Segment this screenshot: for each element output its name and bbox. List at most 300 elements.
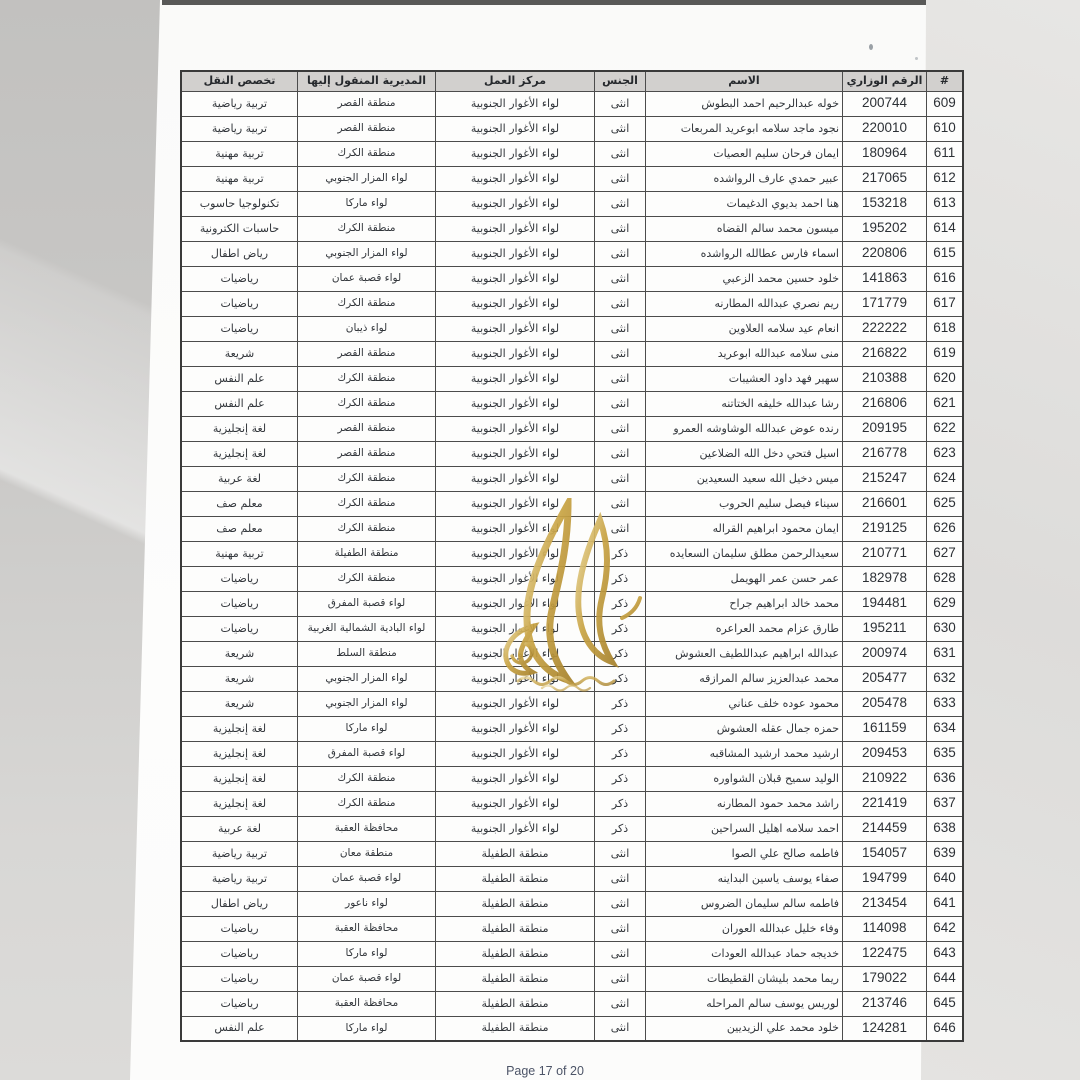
cell-num: 616 [927,266,964,291]
header-directorate_to: المديرية المنقول إليها [298,71,436,91]
cell-num: 623 [927,441,964,466]
cell-num: 621 [927,391,964,416]
cell-ministry_id: 182978 [843,566,927,591]
cell-ministry_id: 124281 [843,1016,927,1041]
table-row [181,91,963,116]
cell-name: الوليد سميح قبلان الشواوره [646,766,843,791]
cell-num: 630 [927,616,964,641]
table-row [181,241,963,266]
cell-num: 624 [927,466,964,491]
cell-specialization: لغة عربية [181,466,298,491]
cell-specialization: رياضيات [181,941,298,966]
cell-ministry_id: 221419 [843,791,927,816]
cell-work_center: لواء الأغوار الجنوبية [436,616,595,641]
cell-directorate_to: لواء ذيبان [298,316,436,341]
cell-directorate_to: منطقة القصر [298,116,436,141]
cell-specialization: حاسبات الكترونية [181,216,298,241]
table-row [181,1016,963,1041]
cell-name: ايمان فرحان سليم العصيات [646,141,843,166]
cell-name: سعيدالرحمن مطلق سليمان السعايده [646,541,843,566]
cell-gender: انثى [595,241,646,266]
header-gender: الجنس [595,71,646,91]
cell-work_center: لواء الأغوار الجنوبية [436,366,595,391]
cell-name: احمد سلامه اهليل السراحين [646,816,843,841]
cell-ministry_id: 200974 [843,641,927,666]
header-name: الاسم [646,71,843,91]
cell-num: 637 [927,791,964,816]
cell-gender: ذكر [595,541,646,566]
cell-ministry_id: 214459 [843,816,927,841]
cell-ministry_id: 213454 [843,891,927,916]
cell-work_center: لواء الأغوار الجنوبية [436,316,595,341]
cell-ministry_id: 161159 [843,716,927,741]
table-row [181,566,963,591]
cell-name: نجود ماجد سلامه ابوعريد المربعات [646,116,843,141]
cell-work_center: منطقة الطفيلة [436,941,595,966]
cell-num: 634 [927,716,964,741]
scan-top-edge [162,0,926,5]
cell-name: وفاء خليل عبدالله العوران [646,916,843,941]
cell-name: محمود عوده خلف عناني [646,691,843,716]
cell-ministry_id: 209195 [843,416,927,441]
cell-directorate_to: محافظة العقبة [298,991,436,1016]
cell-work_center: لواء الأغوار الجنوبية [436,116,595,141]
cell-gender: ذكر [595,716,646,741]
cell-ministry_id: 209453 [843,741,927,766]
cell-directorate_to: لواء البادية الشمالية الغربية [298,616,436,641]
cell-num: 612 [927,166,964,191]
cell-work_center: لواء الأغوار الجنوبية [436,791,595,816]
cell-ministry_id: 220010 [843,116,927,141]
cell-work_center: منطقة الطفيلة [436,866,595,891]
cell-name: ميسون محمد سالم القضاه [646,216,843,241]
cell-num: 642 [927,916,964,941]
cell-specialization: رياضيات [181,966,298,991]
cell-gender: ذكر [595,566,646,591]
cell-directorate_to: منطقة السلط [298,641,436,666]
table-row [181,866,963,891]
cell-directorate_to: منطقة القصر [298,416,436,441]
cell-work_center: لواء الأغوار الجنوبية [436,91,595,116]
cell-num: 619 [927,341,964,366]
scan-speck [915,57,918,60]
cell-num: 636 [927,766,964,791]
cell-ministry_id: 210922 [843,766,927,791]
cell-directorate_to: منطقة الكرك [298,491,436,516]
cell-ministry_id: 222222 [843,316,927,341]
table-row [181,591,963,616]
cell-work_center: لواء الأغوار الجنوبية [436,266,595,291]
cell-ministry_id: 153218 [843,191,927,216]
table-row [181,741,963,766]
cell-work_center: لواء الأغوار الجنوبية [436,391,595,416]
cell-gender: انثى [595,941,646,966]
table-row [181,166,963,191]
cell-gender: انثى [595,341,646,366]
cell-specialization: تربية رياضية [181,116,298,141]
cell-name: منى سلامه عبدالله ابوعريد [646,341,843,366]
cell-ministry_id: 180964 [843,141,927,166]
cell-gender: انثى [595,266,646,291]
cell-ministry_id: 205477 [843,666,927,691]
table-row [181,366,963,391]
cell-num: 633 [927,691,964,716]
cell-ministry_id: 195202 [843,216,927,241]
cell-name: خوله عبدالرحيم احمد البطوش [646,91,843,116]
cell-directorate_to: محافظة العقبة [298,916,436,941]
cell-gender: انثى [595,866,646,891]
cell-ministry_id: 216822 [843,341,927,366]
cell-specialization: تربية مهنية [181,166,298,191]
cell-specialization: شريعة [181,691,298,716]
cell-work_center: منطقة الطفيلة [436,966,595,991]
cell-specialization: شريعة [181,341,298,366]
cell-num: 641 [927,891,964,916]
cell-ministry_id: 114098 [843,916,927,941]
cell-gender: انثى [595,516,646,541]
cell-gender: انثى [595,466,646,491]
cell-name: هنا احمد بديوي الدغيمات [646,191,843,216]
cell-gender: ذكر [595,791,646,816]
cell-ministry_id: 213746 [843,991,927,1016]
cell-ministry_id: 200744 [843,91,927,116]
cell-work_center: لواء الأغوار الجنوبية [436,691,595,716]
cell-specialization: لغة إنجليزية [181,791,298,816]
cell-specialization: لغة إنجليزية [181,416,298,441]
cell-name: ايمان محمود ابراهيم القراله [646,516,843,541]
table-row [181,466,963,491]
cell-gender: انثى [595,316,646,341]
cell-specialization: تربية مهنية [181,541,298,566]
cell-specialization: تربية رياضية [181,866,298,891]
cell-specialization: رياضيات [181,316,298,341]
cell-ministry_id: 179022 [843,966,927,991]
cell-gender: ذكر [595,691,646,716]
cell-gender: انثى [595,1016,646,1041]
cell-gender: ذكر [595,616,646,641]
cell-directorate_to: لواء المزار الجنوبي [298,691,436,716]
table-row [181,666,963,691]
cell-gender: انثى [595,291,646,316]
table-row [181,891,963,916]
cell-name: ريم نصري عبدالله المطارنه [646,291,843,316]
cell-name: سهير فهد داود العشيبات [646,366,843,391]
table-row [181,966,963,991]
table-row [181,141,963,166]
cell-ministry_id: 154057 [843,841,927,866]
cell-name: رشا عبدالله خليفه الختاتنه [646,391,843,416]
cell-gender: انثى [595,966,646,991]
cell-num: 643 [927,941,964,966]
cell-directorate_to: منطقة معان [298,841,436,866]
cell-num: 618 [927,316,964,341]
cell-ministry_id: 220806 [843,241,927,266]
cell-num: 622 [927,416,964,441]
cell-gender: ذكر [595,666,646,691]
cell-directorate_to: منطقة الطفيلة [298,541,436,566]
cell-directorate_to: منطقة الكرك [298,766,436,791]
cell-name: خديجه حماد عبدالله العودات [646,941,843,966]
cell-name: محمد خالد ابراهيم جراح [646,591,843,616]
cell-num: 613 [927,191,964,216]
cell-work_center: منطقة الطفيلة [436,891,595,916]
cell-ministry_id: 210388 [843,366,927,391]
header-num: # [927,71,964,91]
cell-name: اسماء فارس عطالله الرواشده [646,241,843,266]
cell-specialization: لغة إنجليزية [181,441,298,466]
cell-gender: انثى [595,191,646,216]
cell-work_center: لواء الأغوار الجنوبية [436,166,595,191]
cell-specialization: معلم صف [181,516,298,541]
cell-ministry_id: 205478 [843,691,927,716]
cell-gender: انثى [595,991,646,1016]
cell-name: ارشيد محمد ارشيد المشاقبه [646,741,843,766]
header-specialization: تخصص النقل [181,71,298,91]
cell-gender: انثى [595,891,646,916]
cell-work_center: لواء الأغوار الجنوبية [436,591,595,616]
cell-num: 617 [927,291,964,316]
cell-specialization: لغة إنجليزية [181,741,298,766]
cell-name: ريما محمد بليشان القطيطات [646,966,843,991]
cell-specialization: تربية رياضية [181,841,298,866]
cell-work_center: لواء الأغوار الجنوبية [436,516,595,541]
cell-gender: انثى [595,91,646,116]
cell-directorate_to: لواء قصبة المفرق [298,591,436,616]
cell-num: 628 [927,566,964,591]
cell-name: عبدالله ابراهيم عبداللطيف العشوش [646,641,843,666]
cell-directorate_to: لواء ماركا [298,941,436,966]
cell-ministry_id: 194481 [843,591,927,616]
cell-ministry_id: 216806 [843,391,927,416]
cell-specialization: علم النفس [181,366,298,391]
cell-specialization: رياض اطفال [181,891,298,916]
cell-work_center: لواء الأغوار الجنوبية [436,341,595,366]
cell-name: انعام عيد سلامه العلاوين [646,316,843,341]
header-ministry_id: الرقم الوزاري [843,71,927,91]
cell-num: 610 [927,116,964,141]
table-row [181,691,963,716]
cell-num: 639 [927,841,964,866]
table-row [181,816,963,841]
cell-work_center: لواء الأغوار الجنوبية [436,716,595,741]
cell-directorate_to: لواء المزار الجنوبي [298,666,436,691]
cell-specialization: شريعة [181,666,298,691]
cell-gender: انثى [595,366,646,391]
cell-ministry_id: 210771 [843,541,927,566]
cell-ministry_id: 141863 [843,266,927,291]
cell-directorate_to: لواء ماركا [298,716,436,741]
cell-name: اسيل فتحي دخل الله الضلاعين [646,441,843,466]
cell-directorate_to: منطقة القصر [298,91,436,116]
table-row [181,916,963,941]
cell-directorate_to: منطقة الكرك [298,391,436,416]
cell-ministry_id: 171779 [843,291,927,316]
cell-gender: انثى [595,216,646,241]
cell-specialization: رياضيات [181,266,298,291]
cell-name: طارق عزام محمد العراعره [646,616,843,641]
cell-specialization: علم النفس [181,1016,298,1041]
cell-work_center: لواء الأغوار الجنوبية [436,241,595,266]
cell-name: سيناء فيصل سليم الحروب [646,491,843,516]
table-row [181,491,963,516]
cell-specialization: رياضيات [181,566,298,591]
cell-gender: انثى [595,916,646,941]
cell-specialization: رياضيات [181,991,298,1016]
cell-ministry_id: 216778 [843,441,927,466]
table-row [181,716,963,741]
cell-gender: انثى [595,416,646,441]
cell-num: 632 [927,666,964,691]
cell-directorate_to: لواء قصبة المفرق [298,741,436,766]
cell-directorate_to: محافظة العقبة [298,816,436,841]
cell-work_center: لواء الأغوار الجنوبية [436,191,595,216]
cell-specialization: لغة عربية [181,816,298,841]
cell-work_center: لواء الأغوار الجنوبية [436,766,595,791]
cell-num: 635 [927,741,964,766]
cell-name: عبير حمدي عارف الرواشده [646,166,843,191]
cell-gender: ذكر [595,591,646,616]
header-work_center: مركز العمل [436,71,595,91]
cell-directorate_to: لواء قصبة عمان [298,866,436,891]
cell-gender: انثى [595,441,646,466]
cell-specialization: لغة إنجليزية [181,766,298,791]
cell-specialization: شريعة [181,641,298,666]
cell-work_center: لواء الأغوار الجنوبية [436,466,595,491]
cell-name: رنده عوض عبدالله الوشاوشه العمرو [646,416,843,441]
table-row [181,616,963,641]
cell-specialization: رياضيات [181,591,298,616]
cell-name: محمد عبدالعزيز سالم المرازقه [646,666,843,691]
cell-specialization: رياضيات [181,616,298,641]
table-row [181,391,963,416]
cell-directorate_to: لواء المزار الجنوبي [298,166,436,191]
cell-num: 620 [927,366,964,391]
cell-directorate_to: منطقة الكرك [298,791,436,816]
cell-directorate_to: لواء المزار الجنوبي [298,241,436,266]
cell-ministry_id: 216601 [843,491,927,516]
cell-num: 625 [927,491,964,516]
cell-directorate_to: منطقة الكرك [298,566,436,591]
table-row [181,341,963,366]
cell-num: 626 [927,516,964,541]
table-row [181,991,963,1016]
table-row [181,541,963,566]
cell-name: عمر حسن عمر الهويمل [646,566,843,591]
cell-gender: انثى [595,841,646,866]
cell-gender: ذكر [595,766,646,791]
cell-directorate_to: منطقة الكرك [298,291,436,316]
cell-directorate_to: منطقة القصر [298,341,436,366]
cell-num: 646 [927,1016,964,1041]
scan-speck [869,44,873,50]
cell-ministry_id: 219125 [843,516,927,541]
cell-work_center: منطقة الطفيلة [436,841,595,866]
cell-directorate_to: لواء ماركا [298,191,436,216]
cell-gender: ذكر [595,641,646,666]
cell-specialization: رياضيات [181,291,298,316]
cell-gender: ذكر [595,741,646,766]
table-header-row [181,71,963,91]
cell-specialization: تكنولوجيا حاسوب [181,191,298,216]
cell-specialization: رياض اطفال [181,241,298,266]
table-row [181,266,963,291]
cell-ministry_id: 195211 [843,616,927,641]
table-row [181,941,963,966]
cell-work_center: منطقة الطفيلة [436,991,595,1016]
cell-specialization: معلم صف [181,491,298,516]
cell-name: حمزه جمال عقله العشوش [646,716,843,741]
cell-specialization: رياضيات [181,916,298,941]
cell-work_center: منطقة الطفيلة [436,916,595,941]
cell-num: 615 [927,241,964,266]
table-row [181,291,963,316]
table-row [181,441,963,466]
cell-directorate_to: منطقة الكرك [298,141,436,166]
cell-specialization: تربية مهنية [181,141,298,166]
cell-num: 631 [927,641,964,666]
cell-gender: انثى [595,491,646,516]
cell-directorate_to: لواء ناعور [298,891,436,916]
table-row [181,641,963,666]
cell-directorate_to: منطقة الكرك [298,216,436,241]
cell-work_center: لواء الأغوار الجنوبية [436,741,595,766]
cell-work_center: لواء الأغوار الجنوبية [436,216,595,241]
cell-gender: انثى [595,141,646,166]
page-number: Page 17 of 20 [506,1064,584,1078]
cell-name: صفاء يوسف ياسين البداينه [646,866,843,891]
cell-gender: ذكر [595,816,646,841]
table-row [181,516,963,541]
table-row [181,316,963,341]
cell-num: 614 [927,216,964,241]
cell-specialization: لغة إنجليزية [181,716,298,741]
table-row [181,766,963,791]
table-body [181,91,963,1041]
cell-directorate_to: لواء قصبة عمان [298,966,436,991]
cell-num: 645 [927,991,964,1016]
cell-work_center: لواء الأغوار الجنوبية [436,566,595,591]
table-row [181,416,963,441]
table-row [181,216,963,241]
table-row [181,116,963,141]
cell-name: خلود حسين محمد الزعبي [646,266,843,291]
cell-num: 638 [927,816,964,841]
table-row [181,191,963,216]
cell-name: ميس دخيل الله سعيد السعيدين [646,466,843,491]
cell-directorate_to: لواء ماركا [298,1016,436,1041]
cell-num: 640 [927,866,964,891]
cell-directorate_to: منطقة الكرك [298,366,436,391]
cell-ministry_id: 215247 [843,466,927,491]
cell-ministry_id: 122475 [843,941,927,966]
cell-name: فاطمه صالح علي الصوا [646,841,843,866]
cell-directorate_to: منطقة الكرك [298,466,436,491]
cell-gender: انثى [595,391,646,416]
cell-ministry_id: 217065 [843,166,927,191]
cell-work_center: لواء الأغوار الجنوبية [436,416,595,441]
transfer-list-table [180,70,964,1042]
cell-work_center: لواء الأغوار الجنوبية [436,291,595,316]
cell-num: 644 [927,966,964,991]
cell-work_center: لواء الأغوار الجنوبية [436,641,595,666]
cell-directorate_to: منطقة القصر [298,441,436,466]
cell-directorate_to: منطقة الكرك [298,516,436,541]
table-header [181,71,963,91]
cell-work_center: منطقة الطفيلة [436,1016,595,1041]
cell-name: خلود محمد علي الزيديين [646,1016,843,1041]
cell-name: فاطمه سالم سليمان الضروس [646,891,843,916]
cell-work_center: لواء الأغوار الجنوبية [436,491,595,516]
